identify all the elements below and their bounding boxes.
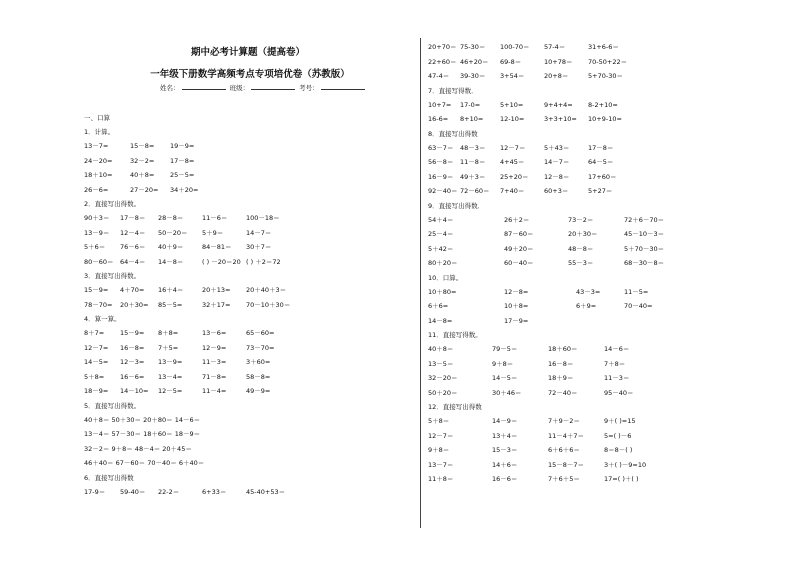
problem-cell: 45-40+53＝ [246, 487, 286, 496]
problem-cell: 54＋4＝ [428, 215, 454, 224]
problem-cell: 64－4＝ [120, 257, 146, 266]
section-heading: 12．直接写出得数 [428, 403, 482, 411]
problem-cell: 70-50+22＝ [588, 57, 628, 66]
problem-cell: 20＋30= [120, 300, 149, 309]
problem-cell: 16－8= [120, 343, 145, 352]
problem-row [428, 414, 768, 429]
problem-row [428, 371, 768, 386]
name-label: 姓名： [160, 84, 180, 92]
problem-cell: 9＋8＝ [428, 446, 450, 454]
problem-cell: 18＋10= [84, 171, 113, 179]
problem-cell: 12－7＝ [428, 431, 454, 440]
problem-cell: 6＋6= [428, 302, 449, 310]
problem-cell: 75-30＝ [460, 43, 486, 51]
problem-cell: 5＋9＝ [202, 228, 224, 237]
problem-cell: 92－40＝ [428, 187, 458, 195]
problem-cell: 22+60＝ [428, 57, 457, 66]
problem-cell: 11＋8＝ [428, 475, 454, 483]
problem-cell: 18＋60＝ [548, 345, 578, 353]
problem-row [428, 141, 768, 156]
problem-cell: 71－8= [202, 372, 227, 381]
problem-cell: 25+20＝ [500, 172, 529, 181]
problem-cell: 14－7＝ [544, 158, 570, 166]
problem-cell: 17-0= [460, 100, 481, 109]
problem-cell: 5＋8= [84, 372, 105, 381]
problem-row [84, 355, 414, 370]
problem-cell: 14－5= [84, 358, 109, 366]
problem-cell: 7+40＝ [500, 187, 525, 195]
problem-cell: 47-4＝ [428, 72, 450, 80]
problem-row [428, 443, 768, 458]
problem-cell: 11－4= [202, 387, 227, 395]
column-divider [420, 38, 421, 528]
problem-cell: 95－40＝ [604, 388, 634, 397]
problem-cell: 15－8－7＝ [548, 460, 585, 469]
problem-cell: 8+10= [460, 115, 484, 123]
problem-cell: 9＋( )=15 [604, 417, 636, 425]
problem-cell: 7＋6＋5＝ [548, 475, 580, 483]
problem-row [84, 341, 414, 356]
problem-row [84, 485, 414, 500]
problem-cell: 11－4＋7＝ [548, 431, 585, 440]
problem-cell: 8＋8= [158, 329, 179, 337]
problem-cell: 12－4＝ [120, 228, 146, 237]
problem-cell: 4＋70= [120, 286, 145, 294]
problem-cell: 50＋20＝ [428, 388, 458, 397]
problem-cell: 49＋3＝ [460, 172, 486, 181]
problem-cell: 14－9＝ [492, 417, 518, 425]
problem-cell: 12－5= [158, 387, 183, 395]
problem-row [84, 413, 414, 428]
problem-row [428, 213, 768, 228]
right-column [428, 40, 768, 487]
problem-cell: 27－20= [130, 185, 159, 194]
problem-cell: 12－8＝ [544, 172, 570, 181]
problem-cell: 14＋6＝ [492, 460, 518, 469]
section-heading: 5．直接写出得数。 [84, 401, 141, 410]
problem-cell: 17+60＝ [588, 172, 617, 181]
problem-cell: 84－81＝ [202, 243, 232, 251]
problem-row [428, 429, 768, 444]
problem-cell: 24－20= [84, 156, 113, 165]
problem-cell: 79－5＝ [492, 345, 518, 353]
problem-cell: 34＋20= [170, 185, 199, 194]
problem-cell: 15－3＝ [492, 446, 518, 454]
problem-row [428, 285, 768, 300]
exam-blank [321, 89, 365, 90]
section-heading: 3．直接写出得数。 [84, 272, 141, 280]
problem-cell: 78－70= [84, 300, 113, 309]
problem-cell: 15－9= [120, 329, 145, 337]
problem-cell: 13＋4＝ [492, 431, 518, 440]
problem-row [84, 226, 414, 241]
part-heading: 一、口算 [84, 114, 110, 122]
problem-cell: 16－9＝ [428, 172, 454, 181]
problem-cell: 10＋80= [428, 287, 457, 296]
problem-cell: 49＋20＝ [504, 244, 534, 253]
problem-cell: 32－2= [130, 156, 155, 165]
problem-cell: 11－3＝ [604, 374, 630, 382]
problem-cell: 5=( )－6 [604, 431, 632, 440]
problem-cell: 12－7＝ [500, 143, 526, 152]
problem-row [428, 458, 768, 473]
exam-label: 考号： [299, 84, 319, 92]
problem-row [428, 256, 768, 271]
problem-cell: 5＋43＝ [544, 143, 570, 152]
problem-cell: 15－9= [84, 286, 109, 294]
problem-cell: 13－7＝ [428, 460, 454, 469]
problem-cell: ( ) －20＝20 [202, 257, 241, 266]
student-info-line [160, 83, 367, 92]
problem-cell: 80＋20＝ [428, 259, 458, 267]
problem-cell: 20+8＝ [544, 72, 569, 80]
problem-cell: 3＋60= [246, 358, 271, 366]
problem-cell: 22-2＝ [158, 487, 180, 496]
problem-row [84, 384, 414, 399]
problem-cell: 17－8＝ [120, 214, 146, 222]
problem-cell: 17－9= [504, 316, 529, 325]
problem-cell: 87－60＝ [504, 230, 534, 238]
problem-cell: 4+45＝ [500, 158, 525, 166]
problem-cell: 16－6＝ [492, 475, 518, 483]
problem-row [428, 472, 768, 487]
problem-row [84, 442, 414, 457]
problem-cell: 46＋40＝ 67－60＝ 70－40＝ 6＋40＝ [84, 459, 205, 467]
problem-cell: 59-40＝ [120, 487, 146, 496]
problem-row [428, 184, 768, 199]
problem-cell: 17-9＝ [84, 487, 106, 496]
problem-cell: 6＋6＋6＝ [548, 446, 580, 454]
problem-cell: 57-4＝ [544, 43, 566, 51]
problem-cell: 43－3= [576, 287, 601, 296]
problem-cell: 6+33＝ [202, 487, 227, 496]
problem-cell: 32－2＝ 9＋8＝ 48－4＝ 20＋45＝ [84, 444, 192, 453]
problem-cell: 63－7＝ [428, 143, 454, 152]
problem-row [428, 242, 768, 257]
problem-cell: 16-6= [428, 115, 449, 123]
problem-cell: 80－60＝ [84, 257, 114, 266]
problem-cell: 11－6＝ [202, 214, 228, 222]
problem-cell: 64－5＝ [588, 158, 614, 166]
problem-cell: 26－6= [84, 185, 109, 194]
problem-row [84, 298, 414, 313]
problem-row [428, 357, 768, 372]
problem-row [84, 255, 414, 270]
problem-cell: 65－60= [246, 329, 275, 337]
problem-cell: 48－8＝ [568, 244, 594, 253]
problem-cell: 14－5＝ [492, 374, 518, 382]
problem-cell: 18＋9＝ [548, 374, 574, 382]
problem-cell: 20+70＝ [428, 43, 457, 51]
problem-cell: 17－8＝ [588, 143, 614, 152]
problem-cell: 5+27＝ [588, 187, 613, 195]
problem-cell: 100-70＝ [500, 43, 530, 51]
problem-cell: 20＋30＝ [568, 230, 598, 238]
problem-row [84, 183, 414, 198]
problem-cell: 9+4+4= [544, 100, 573, 109]
section-heading: 11．直接写得数。 [428, 331, 482, 339]
problem-cell: 32＋17= [202, 300, 231, 309]
section-heading: 10．口算。 [428, 273, 463, 282]
problem-cell: 11－3= [202, 358, 227, 366]
problem-cell: 13－6= [202, 329, 227, 337]
section-heading: 4．算一算。 [84, 315, 121, 323]
problem-row [428, 69, 768, 84]
problem-row [428, 227, 768, 242]
problem-cell: 5＋6＝ [84, 243, 106, 251]
problem-cell: 70－10＋30＝ [246, 300, 291, 309]
problem-cell: 13－4＝ 57－30＝ 18＋60＝ 18－9＝ [84, 430, 201, 438]
problem-row [84, 240, 414, 255]
problem-row [428, 299, 768, 314]
problem-cell: 20＋13= [202, 286, 231, 294]
problem-row [84, 154, 414, 169]
problem-row [428, 170, 768, 185]
problem-cell: 73－70= [246, 343, 275, 352]
problem-cell: 69-8＝ [500, 57, 522, 66]
problem-cell: 10＋8= [504, 302, 529, 310]
problem-cell: 68－30－8＝ [624, 259, 665, 267]
problem-cell: 7＋9－2＝ [548, 417, 580, 425]
problem-cell: 8＝8－( ) [604, 446, 633, 454]
worksheet-subtitle: 一年级下册数学高频考点专项培优卷（苏教版） [150, 69, 350, 80]
problem-cell: 32－20＝ [428, 374, 458, 382]
problem-cell: 12－9= [202, 343, 227, 352]
problem-cell: 10+9-10= [588, 115, 622, 123]
problem-cell: 16－6= [120, 372, 145, 381]
section-heading: 7．直接写得数． [428, 86, 478, 95]
problem-cell: 40＋8= [130, 171, 155, 179]
problem-row [84, 139, 414, 154]
problem-cell: 12－8= [504, 287, 529, 296]
problem-cell: 15－8= [130, 142, 155, 150]
problem-cell: 72＋6－70＝ [624, 215, 665, 224]
problem-cell: 14－8= [428, 316, 453, 325]
problem-row [428, 314, 768, 329]
problem-row [84, 168, 414, 183]
problem-cell: 13－4= [158, 372, 183, 381]
problem-cell: 56－8＝ [428, 158, 454, 166]
problem-row [84, 456, 414, 471]
problem-cell: 55－3＝ [568, 259, 594, 267]
problem-cell: 70－40= [624, 302, 653, 310]
problem-cell: 50－20＝ [158, 228, 188, 237]
problem-cell: 25－4＝ [428, 230, 454, 238]
problem-cell: 14－8＝ [158, 257, 184, 266]
problem-cell: 3+3+10= [544, 115, 577, 123]
problem-cell: 17－8= [170, 156, 195, 165]
problem-cell: 90＋3＝ [84, 214, 110, 222]
problem-cell: 13－7= [84, 142, 109, 150]
worksheet-title: 期中必考计算题（提高卷） [190, 47, 305, 58]
problem-cell: 16＋4＝ [158, 286, 184, 294]
problem-cell: 8＋7= [84, 329, 105, 337]
problem-cell: 17=( )＋( ) [604, 475, 639, 483]
problem-cell: 14－6＝ [604, 345, 630, 353]
problem-cell: 60+3＝ [544, 187, 569, 195]
problem-row [84, 427, 414, 442]
problem-cell: 13－9= [158, 358, 183, 366]
problem-cell: 28－8＝ [158, 214, 184, 222]
problem-cell: 5+70-30＝ [588, 72, 623, 80]
section-heading: 2．直接写出得数。 [84, 200, 141, 208]
problem-cell: ( ) ＋2＝72 [246, 257, 281, 266]
problem-cell: 25－5= [170, 171, 195, 179]
problem-cell: 46+20＝ [460, 57, 489, 66]
class-label: 班级： [229, 84, 250, 92]
left-column [84, 111, 414, 499]
problem-cell: 45－10－3＝ [624, 230, 665, 238]
section-heading: 6．直接写出得数 [84, 473, 134, 482]
problem-cell: 11－8＝ [460, 158, 486, 166]
problem-row [428, 112, 768, 127]
problem-cell: 20＋40＋3＝ [246, 286, 287, 294]
problem-row [428, 155, 768, 170]
problem-cell: 16－8＝ [548, 359, 574, 368]
problem-row [84, 283, 414, 298]
problem-cell: 76－6＝ [120, 243, 146, 251]
problem-row [84, 326, 414, 341]
problem-cell: 26＋2＝ [504, 215, 530, 224]
problem-cell: 7＋5= [158, 343, 179, 352]
problem-cell: 40＋8＝ [428, 345, 454, 353]
problem-cell: 5＋8＝ [428, 417, 450, 425]
problem-cell: 12－3= [120, 358, 145, 366]
problem-cell: 48－3＝ [460, 143, 486, 152]
problem-cell: 72－40＝ [548, 388, 578, 397]
problem-cell: 10+78＝ [544, 57, 573, 66]
problem-cell: 19－9= [170, 142, 195, 150]
name-blank [182, 89, 226, 90]
problem-cell: 72－60＝ [460, 187, 490, 195]
section-heading: 9．直接写出得数． [428, 201, 485, 210]
problem-cell: 30＋46＝ [492, 388, 522, 397]
problem-cell: 10+7= [428, 100, 452, 109]
problem-cell: 12-10= [500, 115, 525, 123]
problem-cell: 7＋8＝ [604, 359, 626, 368]
problem-cell: 39-30＝ [460, 72, 486, 80]
problem-cell: 14－7＝ [246, 228, 272, 237]
problem-cell: 5＋70－30＝ [624, 244, 665, 253]
section-heading: 8．直接写出得数 [428, 129, 478, 138]
problem-row [428, 98, 768, 113]
problem-cell: 40＋8＝ 50＋30＝ 20＋80＝ 14－6＝ [84, 415, 201, 424]
problem-row [84, 211, 414, 226]
problem-row [84, 370, 414, 385]
problem-cell: 12－7= [84, 343, 109, 352]
problem-cell: 8-2+10= [588, 100, 618, 109]
problem-cell: 13－9＝ [84, 228, 110, 237]
problem-cell: 11－5= [624, 287, 649, 296]
problem-cell: 5+10= [500, 100, 524, 109]
problem-cell: 14－10= [120, 387, 149, 395]
problem-cell: 5＋42＝ [428, 244, 454, 253]
problem-row [428, 342, 768, 357]
problem-cell: 60－40＝ [504, 259, 534, 267]
problem-cell: 3+54＝ [500, 72, 525, 80]
problem-cell: 9＋8＝ [492, 359, 514, 368]
problem-cell: 73－2＝ [568, 215, 594, 224]
problem-cell: 18－9= [84, 387, 109, 395]
problem-cell: 100－18＝ [246, 214, 280, 222]
problem-cell: 6＋9= [576, 302, 597, 310]
problem-cell: 30＋7＝ [246, 243, 272, 251]
problem-row [428, 386, 768, 401]
problem-cell: 40＋9＝ [158, 243, 184, 251]
section-heading: 1．计算。 [84, 128, 115, 136]
class-blank [251, 89, 295, 90]
problem-cell: 13－5＝ [428, 359, 454, 368]
problem-row [428, 40, 768, 55]
problem-row [428, 55, 768, 70]
problem-cell: 49－9= [246, 387, 271, 395]
problem-cell: 31+6-6＝ [588, 43, 619, 51]
problem-cell: 58－8= [246, 372, 271, 381]
problem-cell: 3＋( )－9=10 [604, 460, 647, 469]
problem-cell: 85－5= [158, 300, 183, 309]
